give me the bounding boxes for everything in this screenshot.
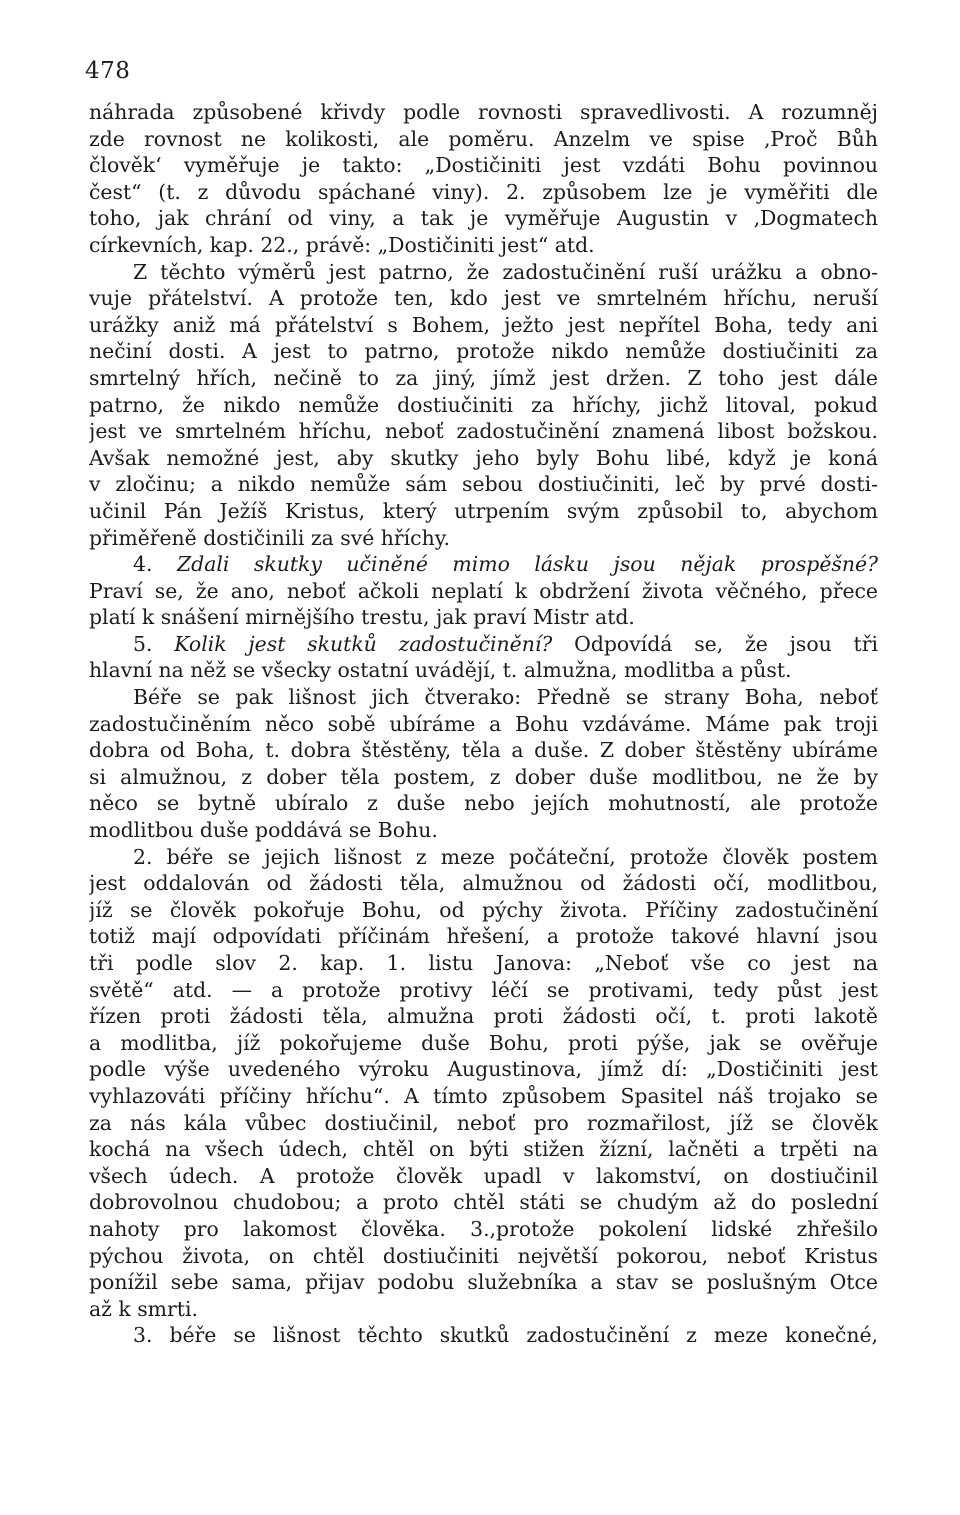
text-line <box>89 392 878 419</box>
text-line-content: jíž se člověk pokořuje Bohu, od pýchy života. Příčiny zadostučinění <box>89 897 878 922</box>
text-line-content: Béře se pak lišnost jich čtverako: Předně se strany Boha, neboť <box>133 685 878 710</box>
text-line-content: za nás kála vůbec dostiučinil, neboť pro rozmařilost, jíž se člověk <box>89 1110 878 1135</box>
text-line-content: člověk‘ vyměřuje je takto: „Dostičiniti jest vzdáti Bohu povinnou <box>89 153 878 178</box>
text-line <box>89 923 878 950</box>
text-line <box>89 950 878 977</box>
text-line-content: ponížil sebe sama, přijav podobu služebníka a stav se poslušným Otce <box>89 1270 878 1295</box>
page-text <box>89 99 878 1349</box>
text-line <box>89 179 878 206</box>
text-line-content: jest ve smrtelném hříchu, neboť zadostučinění znamená libost božskou. <box>89 419 878 444</box>
text-line-content: vyhlazováti příčiny hříchu“. A tímto způsobem Spasitel náš trojako se <box>89 1083 878 1108</box>
text-line-content: hlavní na něž se všecky ostatní uvádějí, t. almužna, modlitba a půst. <box>89 658 792 683</box>
text-line <box>89 1003 878 1030</box>
text-line <box>89 471 878 498</box>
text-line <box>89 897 878 924</box>
text-line-content: pýchou života, on chtěl dostiučiniti největší pokorou, neboť Kristus <box>89 1243 878 1268</box>
text-line-content: Avšak nemožné jest, aby skutky jeho byly Bohu libé, když je koná <box>89 445 878 470</box>
text-line-content: jest oddalován od žádosti těla, almužnou od žádosti očí, modlitbou, <box>89 871 878 896</box>
text-line-continuation: Odpovídá se, že jsou tři <box>552 631 878 656</box>
text-line <box>89 870 878 897</box>
text-line <box>89 498 878 525</box>
italic-heading: Zdali skutky učiněné mimo lásku jsou nějak prospěšné? <box>176 552 878 577</box>
text-line <box>89 365 878 392</box>
text-line-content: dobrovolnou chudobou; a proto chtěl státi se chudým až do poslední <box>89 1190 878 1215</box>
text-line-content: 5. <box>133 631 175 656</box>
text-line <box>89 551 878 578</box>
text-line <box>89 1056 878 1083</box>
text-line-content: toho, jak chrání od viny, a tak je vyměřuje Augustin v ‚Dogmatech <box>89 206 878 231</box>
text-line-content: dobra od Boha, t. dobra štěstěny, těla a duše. Z dober štěstěny ubíráme <box>89 738 878 763</box>
text-line-content: nečiní dosti. A jest to patrno, protože nikdo nemůže dostiučiniti za <box>89 339 878 364</box>
text-line <box>89 1030 878 1057</box>
text-line <box>89 1163 878 1190</box>
text-line <box>89 232 878 259</box>
text-line <box>89 711 878 738</box>
text-line <box>89 1189 878 1216</box>
text-line <box>89 259 878 286</box>
text-line <box>89 657 878 684</box>
text-line <box>89 631 878 658</box>
text-line <box>89 684 878 711</box>
text-line-content: 4. <box>133 552 177 577</box>
text-line-content: patrno, že nikdo nemůže dostiučiniti za hříchy, jichž litoval, pokud <box>89 392 878 417</box>
text-line <box>89 764 878 791</box>
text-line <box>89 977 878 1004</box>
text-line <box>89 525 878 552</box>
text-line <box>89 737 878 764</box>
text-line-content: čest“ (t. z důvodu spáchané viny). 2. způsobem lze je vyměřiti dle <box>89 179 878 204</box>
text-line-content: kochá na všech údech, chtěl on býti stižen žízní, lačněti a trpěti na <box>89 1137 878 1162</box>
text-line <box>89 1269 878 1296</box>
text-line-content: náhrada způsobené křivdy podle rovnosti spravedlivosti. A rozumněj <box>89 100 878 124</box>
text-line-content: Praví se, že ano, neboť ačkoli neplatí k obdržení života věčného, přece <box>89 578 878 603</box>
italic-heading: Kolik jest skutků zadostučinění? <box>174 631 553 656</box>
text-line-content: zde rovnost ne kolikosti, ale poměru. Anzelm ve spise ‚Proč Bůh <box>89 126 878 151</box>
text-line <box>89 1216 878 1243</box>
text-line-content: Z těchto výměrů jest patrno, že zadostučinění ruší urážku a obno- <box>133 259 878 284</box>
text-line-content: urážky aniž má přátelství s Bohem, ježto jest nepřítel Boha, tedy ani <box>89 312 878 337</box>
text-line <box>89 1322 878 1349</box>
text-line <box>89 604 878 631</box>
text-line <box>89 1110 878 1137</box>
text-line <box>89 817 878 844</box>
text-line <box>89 285 878 312</box>
text-line <box>89 338 878 365</box>
text-line-content: církevních, kap. 22., právě: „Dostičiniti jest“ atd. <box>89 232 595 257</box>
text-line-content: zadostučiněním něco sobě ubíráme a Bohu vzdáváme. Máme pak troji <box>89 711 878 736</box>
text-line-content: světě“ atd. — a protože protivy léčí se protivami, tedy půst jest <box>89 977 878 1002</box>
text-line <box>89 1083 878 1110</box>
text-line-content: přiměřeně dostičinili za své hříchy. <box>89 525 451 550</box>
text-line-content: v zločinu; a nikdo nemůže sám sebou dostiučiniti, leč by prvé dosti- <box>89 472 878 497</box>
text-line-content: modlitbou duše poddává se Bohu. <box>89 818 438 843</box>
text-line-content: podle výše uvedeného výroku Augustinova, jímž dí: „Dostičiniti jest <box>89 1057 878 1082</box>
text-line <box>89 152 878 179</box>
text-line-content: vuje přátelství. A protože ten, kdo jest ve smrtelném hříchu, neruší <box>89 286 878 311</box>
text-line-content: až k smrti. <box>89 1296 198 1321</box>
text-line-content: řízen proti žádosti těla, almužna proti žádosti očí, t. proti lakotě <box>89 1004 878 1029</box>
text-line-content: platí k snášení mirnějšího trestu, jak praví Mistr atd. <box>89 605 635 630</box>
text-line <box>89 1243 878 1270</box>
text-line <box>89 1296 878 1323</box>
text-line-content: učinil Pán Ježíš Kristus, který utrpením svým způsobil to, abychom <box>89 498 878 523</box>
text-line-content: totiž mají odpovídati příčinám hřešení, a protože takové hlavní jsou <box>89 924 878 949</box>
text-line-content: všech údech. A protože člověk upadl v lakomství, on dostiučinil <box>89 1163 878 1188</box>
text-line <box>89 578 878 605</box>
text-line <box>89 1136 878 1163</box>
text-line-content: 2. béře se jejich lišnost z meze počáteční, protože člověk postem <box>133 844 878 869</box>
text-line-content: tři podle slov 2. kap. 1. listu Janova: „Neboť vše co jest na <box>89 951 878 975</box>
text-line-content: 3. béře se lišnost těchto skutků zadostučinění z meze konečné, <box>133 1323 878 1348</box>
text-line-content: smrtelný hřích, nečině to za jiný, jímž jest držen. Z toho jest dále <box>89 365 878 390</box>
text-line <box>89 312 878 339</box>
text-line <box>89 844 878 871</box>
text-line <box>89 205 878 232</box>
page-number: 478 <box>85 58 131 84</box>
text-line-content: nahoty pro lakomost člověka. 3.,protože pokolení lidské zhřešilo <box>89 1216 878 1241</box>
text-line <box>89 445 878 472</box>
text-line <box>89 790 878 817</box>
text-line-content: si almužnou, z dober těla postem, z dober duše modlitbou, ne že by <box>89 764 878 789</box>
text-line-content: a modlitba, jíž pokořujeme duše Bohu, proti pýše, jak se ověřuje <box>89 1030 878 1055</box>
text-line <box>89 99 878 126</box>
text-line <box>89 418 878 445</box>
text-line-content: něco se bytně ubíralo z duše nebo jejích mohutností, ale protože <box>89 791 878 816</box>
text-line <box>89 126 878 153</box>
